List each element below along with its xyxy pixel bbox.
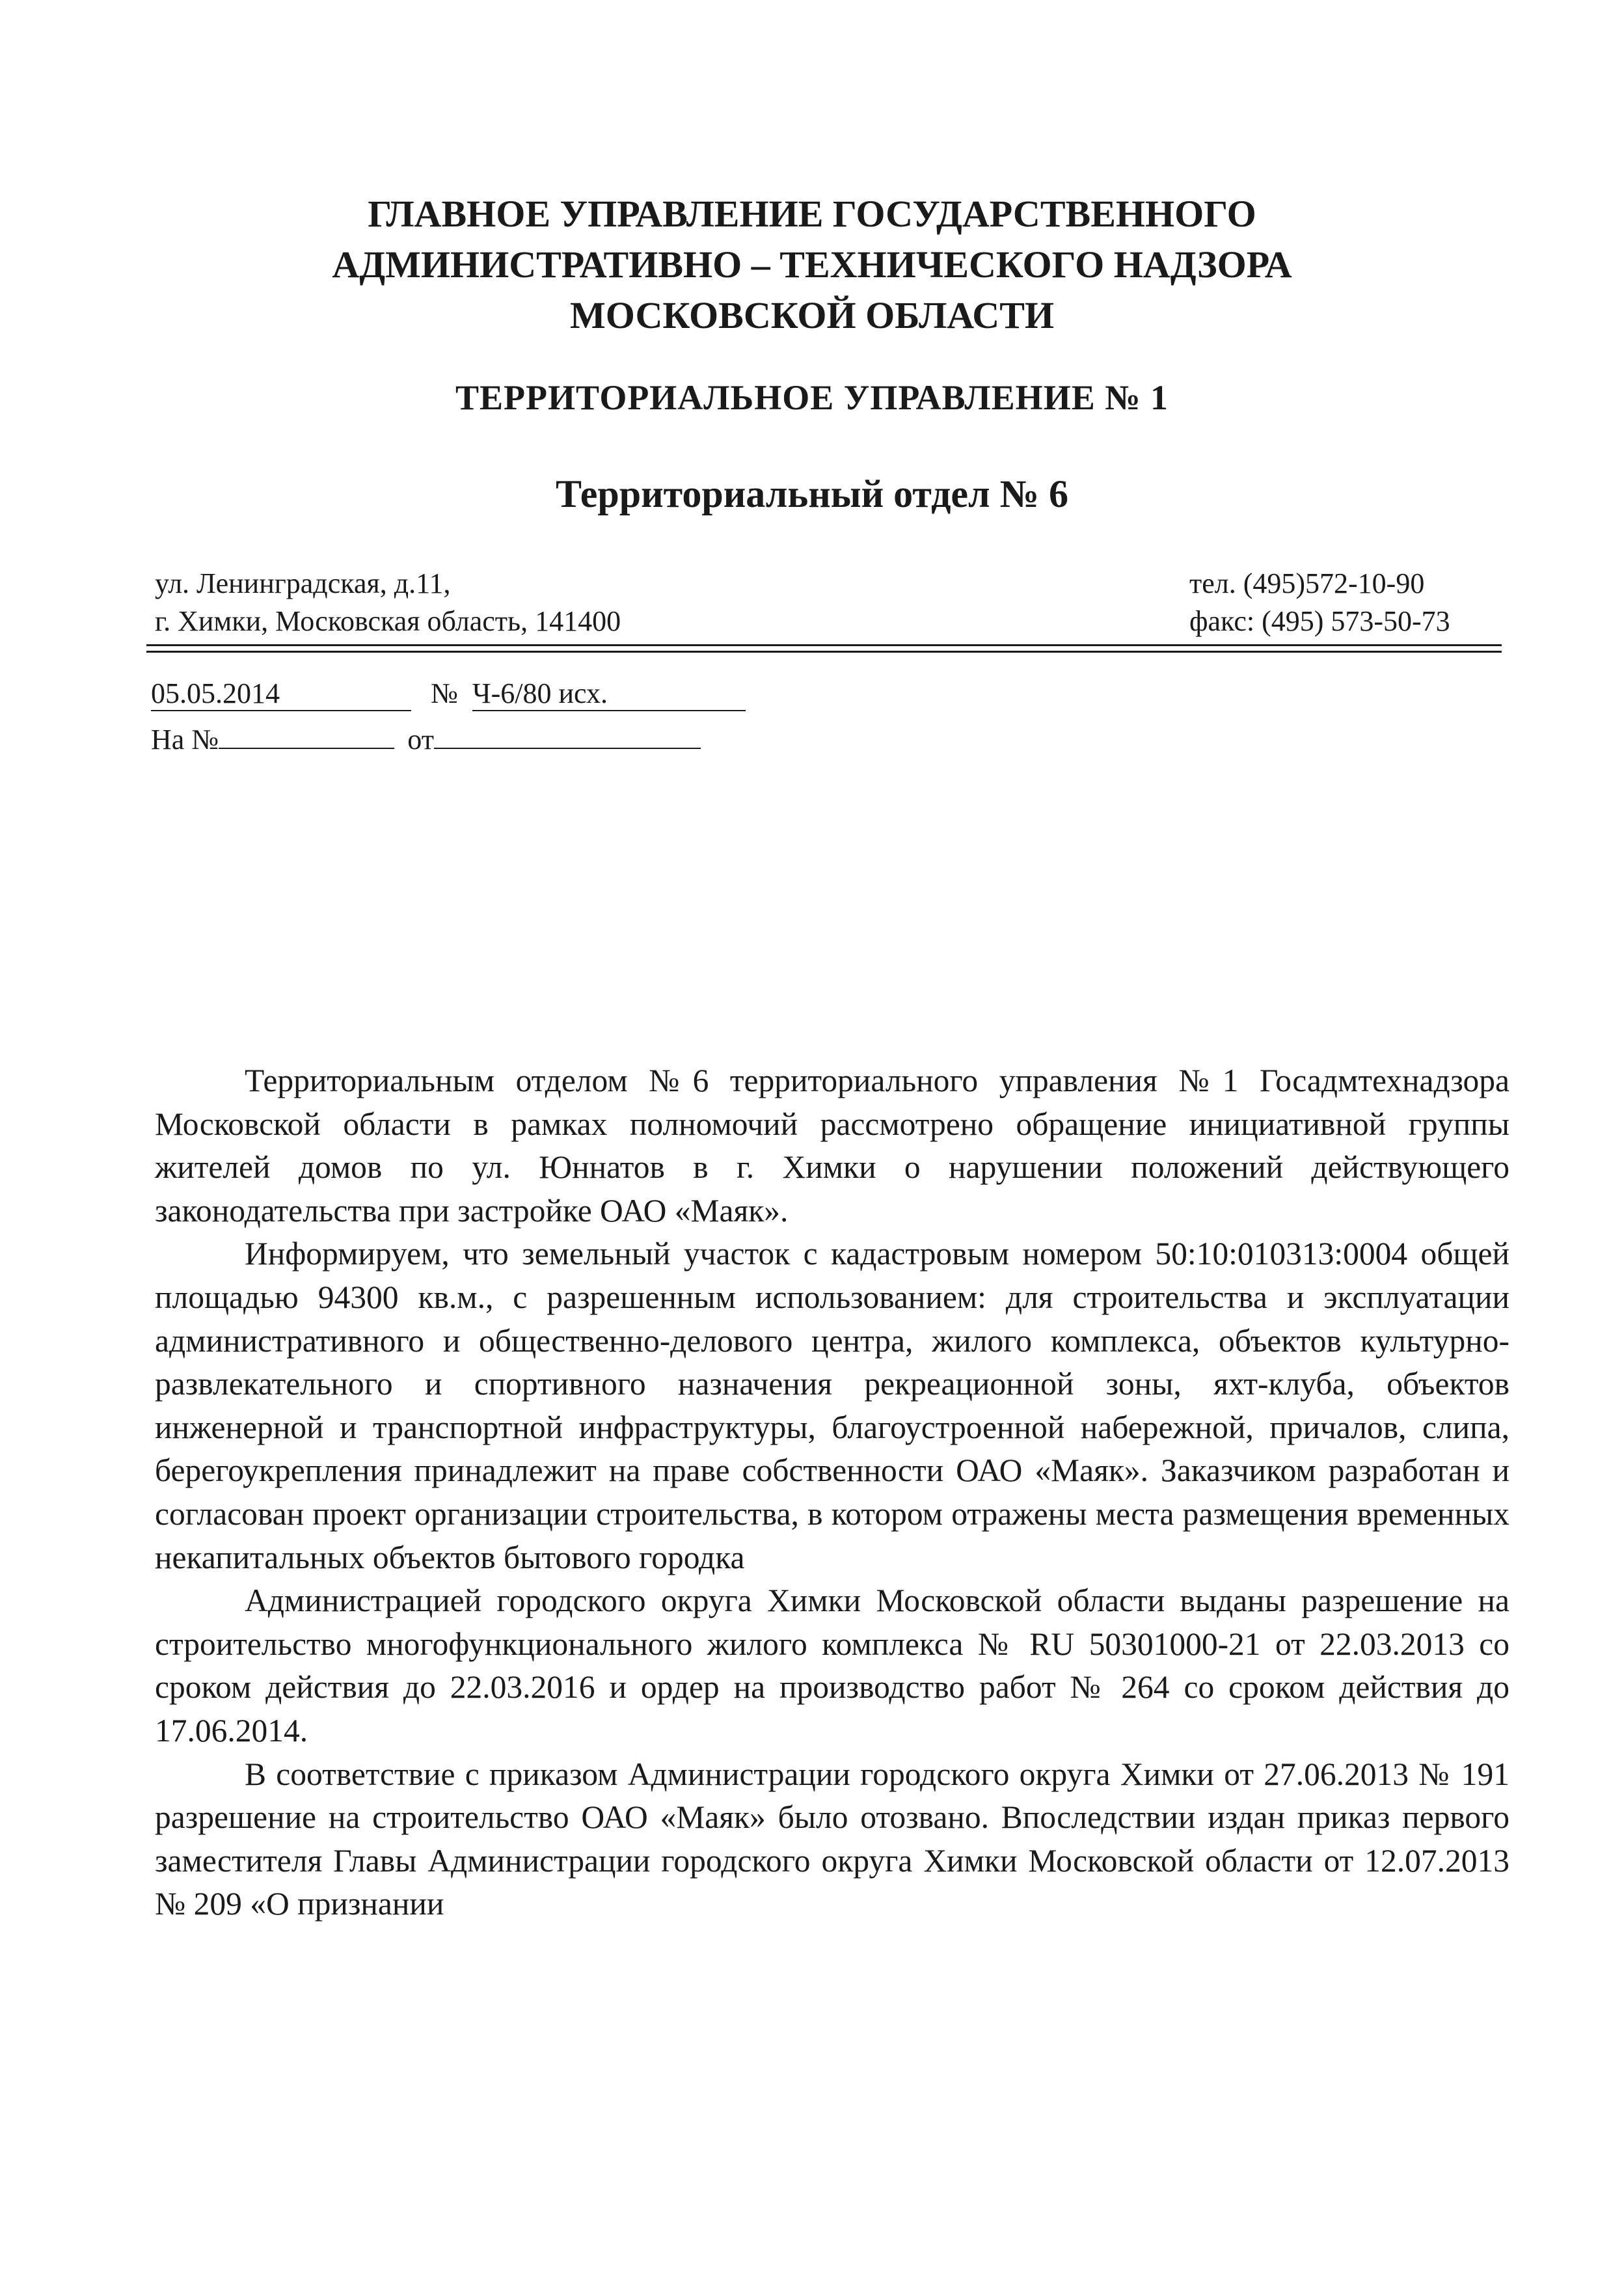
- organization-title-line-1: ГЛАВНОЕ УПРАВЛЕНИЕ ГОСУДАРСТВЕННОГО: [368, 193, 1256, 235]
- body-paragraph-2: Информируем, что земельный участок с кадастровым номером 50:10:010313:0004 общей площадью 94300 кв.м., с разрешенным использованием: для строительства и эксплуатации административного и общественно-делового центра, жилого комплекса, объектов культурно-развлекательного и спортивного назначения рекреационной зоны, яхт-клуба, объектов инженерной и транспортной инфраструктуры, благоустроенной набережной, причалов, слипа, берегоукрепления принадлежит на праве собственности ОАО «Маяк». Заказчиком разработан и согласован проект организации строительства, в котором отражены места размещения временных некапитальных объектов бытового городка: [155, 1236, 1509, 1575]
- contact-numbers: [1189, 565, 1450, 640]
- body-paragraph-4: В соответствие с приказом Администрации городского округа Химки от 27.06.2013 № 191 разрешение на строительство ОАО «Маяк» было отозвано. Впоследствии издан приказ первого заместителя Главы Администрации городского округа Химки Московской области от 12.07.2013 № 209 «О признании: [155, 1756, 1509, 1922]
- reply-date-blank: [434, 719, 701, 749]
- reference-number-label: №: [431, 677, 458, 709]
- reply-from-label: от: [407, 724, 434, 755]
- reference-date: 05.05.2014: [151, 677, 411, 711]
- organization-title-line-3: МОСКОВСКОЙ ОБЛАСТИ: [569, 294, 1054, 336]
- fax-number: факс: (495) 573-50-73: [1189, 605, 1450, 637]
- organization-title: [0, 189, 1624, 341]
- postal-address: [155, 565, 621, 640]
- reply-number-label: На №: [151, 724, 219, 755]
- header-divider-top: [146, 644, 1502, 646]
- address-city: г. Химки, Московская область, 141400: [155, 605, 621, 637]
- body-paragraph-1: Территориальным отделом №6 территориального управления №1 Госадмтехнадзора Московской области в рамках полномочий рассмотрено обращение инициативной группы жителей домов по ул. Юннатов в г. Химки о нарушении положений действующего законодательства при застройке ОАО «Маяк».: [155, 1063, 1509, 1229]
- body-paragraph-3: Администрацией городского округа Химки Московской области выданы разрешение на строительство многофункционального жилого комплекса № RU 50301000-21 от 22.03.2013 со сроком действия до 22.03.2016 и ордер на производство работ № 264 со сроком действия до 17.06.2014.: [155, 1583, 1509, 1749]
- letter-body: [155, 1059, 1509, 1926]
- incoming-reference: [151, 719, 701, 756]
- territorial-administration-title: ТЕРРИТОРИАЛЬНОЕ УПРАВЛЕНИЕ № 1: [455, 378, 1169, 417]
- header-divider-bottom: [146, 651, 1502, 653]
- department-title: Территориальный отдел № 6: [555, 472, 1069, 515]
- phone-number: тел. (495)572-10-90: [1189, 567, 1425, 599]
- organization-title-line-2: АДМИНИСТРАТИВНО – ТЕХНИЧЕСКОГО НАДЗОРА: [332, 243, 1292, 286]
- reference-number: Ч-6/80 исх.: [472, 677, 746, 711]
- outgoing-reference: [151, 677, 746, 711]
- reply-number-blank: [219, 719, 394, 749]
- address-street: ул. Ленинградская, д.11,: [155, 567, 451, 599]
